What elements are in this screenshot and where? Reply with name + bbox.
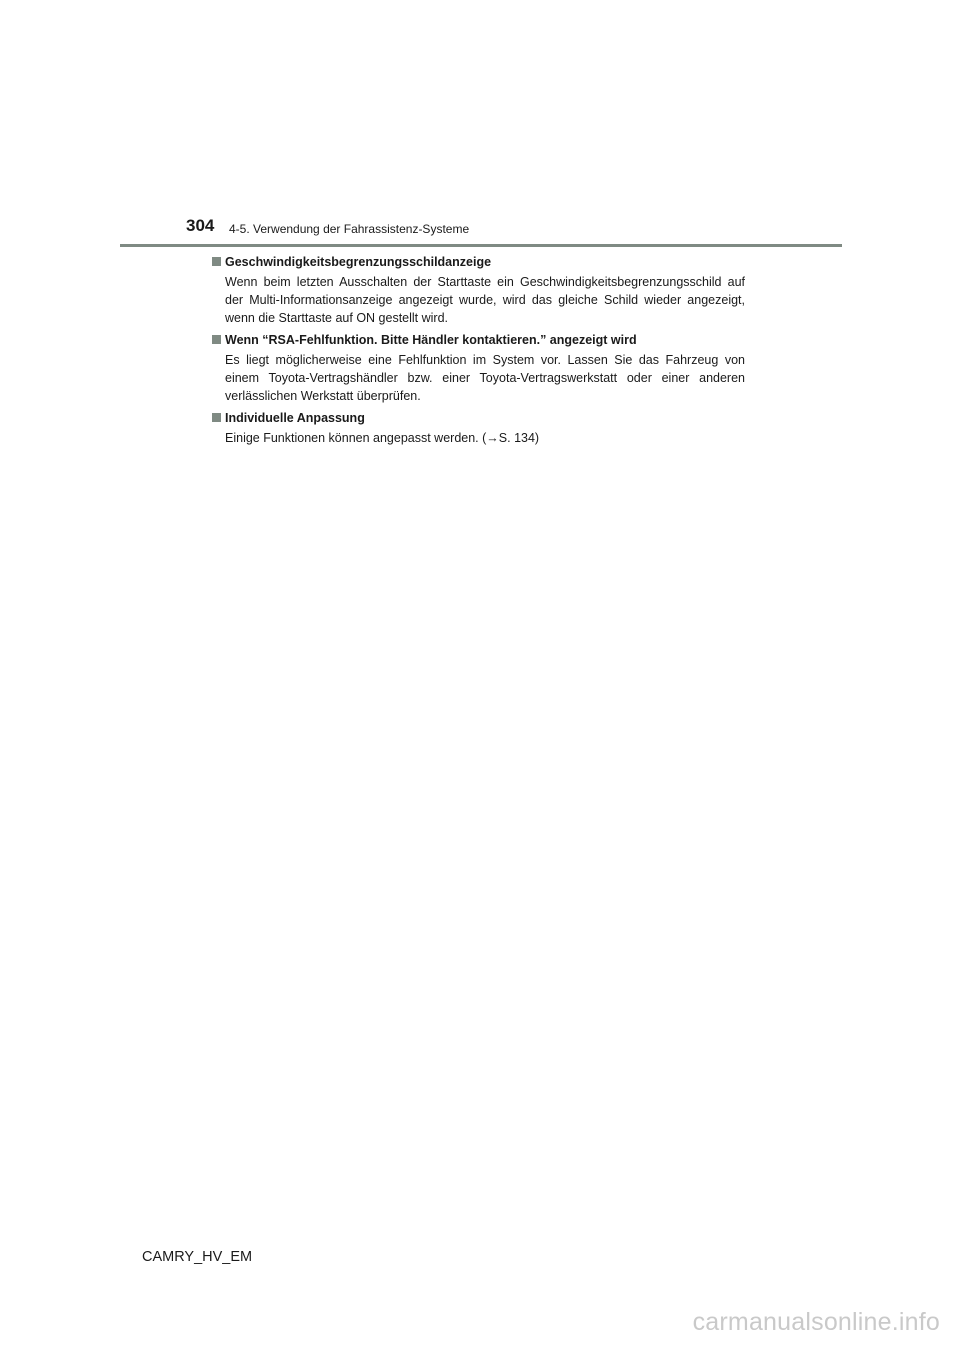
content-area (212, 253, 745, 451)
header-divider (120, 244, 842, 247)
section-body: Es liegt möglicherweise eine Fehlfunktion im System vor. Lassen Sie das Fahrzeug von einem Toyota-Vertragshändler bzw. einer Toyota-Vertragswerkstatt oder einer anderen verlässlichen Werkstatt überprüfen. (225, 353, 745, 403)
section-rsa-malfunction (212, 331, 745, 405)
page-number: 304 (186, 216, 215, 235)
section-heading (212, 409, 745, 427)
chapter-title: 4-5. Verwendung der Fahrassistenz-Systeme (229, 222, 470, 236)
section-heading-text: Geschwindigkeitsbegrenzungsschildanzeige (225, 255, 492, 269)
square-bullet-icon (212, 257, 221, 266)
model-code: CAMRY_HV_EM (142, 1249, 253, 1265)
section-body: Einige Funktionen können angepasst werden. (→S. 134) (225, 431, 540, 445)
square-bullet-icon (212, 413, 221, 422)
section-heading (212, 253, 745, 271)
section-customization (212, 409, 745, 447)
watermark: carmanualsonline.info (692, 1308, 940, 1336)
section-heading (212, 331, 745, 349)
section-heading-text: Individuelle Anpassung (225, 411, 365, 425)
section-speed-limit-sign (212, 253, 745, 327)
square-bullet-icon (212, 335, 221, 344)
section-body: Wenn beim letzten Ausschalten der Starttaste ein Geschwindigkeitsbegrenzungsschild auf der Multi-Informationsanzeige angezeigt wurde, wird das gleiche Schild wieder angezeigt, wenn die Starttaste auf ON gestellt wird. (225, 275, 745, 325)
section-heading-text: Wenn “RSA-Fehlfunktion. Bitte Händler kontaktieren.” angezeigt wird (225, 333, 637, 347)
